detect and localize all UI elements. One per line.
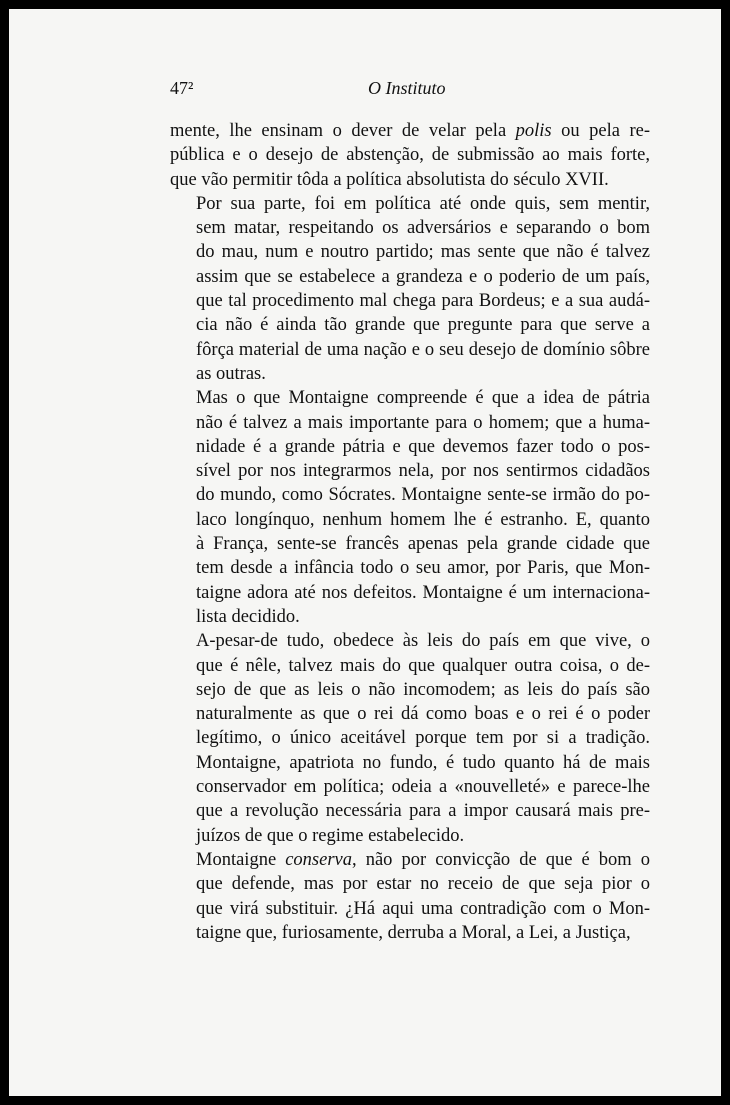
text-segment: laco longínquo, nenhum homem lhe é estranho. E, quanto <box>196 509 650 530</box>
text-line <box>170 483 650 507</box>
text-line <box>170 654 650 678</box>
text-line <box>170 678 650 702</box>
text-segment: do mundo, como Sócrates. Montaigne sente-se irmão do po- <box>196 485 650 506</box>
text-line <box>170 921 650 945</box>
text-line <box>170 848 650 872</box>
text-line <box>170 143 650 167</box>
text-segment: taigne que, furiosamente, derruba a Moral, a Lei, a Justiça, <box>196 922 631 943</box>
running-title: O Instituto <box>368 78 446 98</box>
text-line <box>170 435 650 459</box>
text-line <box>170 240 650 264</box>
text-segment: as outras. <box>196 363 266 384</box>
text-segment: cia não é ainda tão grande que pregunte para que serve a <box>196 315 650 336</box>
book-page <box>9 9 721 1096</box>
text-segment: lista decidido. <box>196 606 300 627</box>
text-segment: , não por convicção de que é bom o <box>352 849 650 870</box>
text-line <box>170 168 650 192</box>
text-line <box>170 751 650 775</box>
text-segment: assim que se estabelece a grandeza e o poderio de um país, <box>196 266 650 287</box>
text-segment: que tal procedimento mal chega para Bordeus; e a sua audá- <box>196 291 650 312</box>
text-segment: que defende, mas por estar no receio de que seja pior o <box>196 874 650 895</box>
text-segment: que a revolução necessária para a impor causará mais pre- <box>196 801 650 822</box>
text-segment: que virá substituir. ¿Há aqui uma contradição com o Mon- <box>196 898 650 919</box>
text-line <box>170 775 650 799</box>
paragraph <box>170 192 650 386</box>
italic-text: conserva <box>285 849 353 870</box>
text-line <box>170 386 650 410</box>
text-line <box>170 119 650 143</box>
text-segment: à França, sente-se francês apenas pela grande cidade que <box>196 534 650 555</box>
text-segment: Montaigne <box>196 849 286 870</box>
text-segment: legítimo, o único aceitável porque tem por si a tradição. <box>196 728 650 749</box>
text-line <box>170 216 650 240</box>
text-line <box>170 532 650 556</box>
text-line <box>170 289 650 313</box>
text-segment: Mas o que Montaigne compreende é que a idea de pátria <box>196 388 650 409</box>
text-segment: conservador em política; odeia a «nouvelleté» e parece-lhe <box>196 777 650 798</box>
text-segment: que vão permitir tôda a política absolutista do século XVII. <box>170 169 609 190</box>
text-segment: taigne adora até nos defeitos. Montaigne é um internaciona- <box>196 582 650 603</box>
text-line <box>170 799 650 823</box>
text-segment: mente, lhe ensinam o dever de velar pela <box>170 121 516 141</box>
text-line <box>170 897 650 921</box>
text-line <box>170 313 650 337</box>
text-segment: Montaigne, apatriota no fundo, é tudo quanto há de mais <box>196 752 650 773</box>
text-line <box>170 411 650 435</box>
italic-text: polis <box>515 121 552 141</box>
text-line <box>170 192 650 216</box>
text-line <box>170 581 650 605</box>
text-segment: sível por nos integrarmos nela, por nos sentirmos cidadãos <box>196 461 650 482</box>
page-header <box>170 78 650 104</box>
text-line <box>170 726 650 750</box>
text-line <box>170 459 650 483</box>
text-line <box>170 702 650 726</box>
text-segment: A-pesar-de tudo, obedece às leis do país em que vive, o <box>196 631 650 652</box>
text-segment: fôrça material de uma nação e o seu desejo de domínio sôbre <box>196 339 650 360</box>
text-line <box>170 265 650 289</box>
paragraph <box>170 386 650 629</box>
text-line <box>170 824 650 848</box>
text-segment: do mau, num e noutro partido; mas sente que não é talvez <box>196 242 650 263</box>
page-number: 47² <box>170 78 194 98</box>
text-segment: naturalmente as que o rei dá como boas e o rei é o poder <box>196 704 650 725</box>
text-line <box>170 508 650 532</box>
text-segment: sejo de que as leis o não incomodem; as leis do país são <box>196 679 650 700</box>
text-line <box>170 338 650 362</box>
paragraph <box>170 848 650 945</box>
text-line <box>170 605 650 629</box>
text-line <box>170 629 650 653</box>
text-segment: não é talvez a mais importante para o homem; que a huma- <box>196 412 650 433</box>
text-segment: juízos de que o regime estabelecido. <box>196 825 465 846</box>
text-line <box>170 872 650 896</box>
body-text <box>170 119 650 945</box>
text-segment: tem desde a infância todo o seu amor, por Paris, que Mon- <box>196 558 650 579</box>
text-segment: que é nêle, talvez mais do que qualquer outra coisa, o de- <box>196 655 650 676</box>
text-segment: Por sua parte, foi em política até onde quis, sem mentir, <box>196 193 650 214</box>
text-line <box>170 362 650 386</box>
text-segment: ou pela re- <box>551 121 650 141</box>
paragraph <box>170 629 650 848</box>
text-segment: pública e o desejo de abstenção, de submissão ao mais forte, <box>170 145 650 166</box>
paragraph <box>170 119 650 192</box>
text-segment: sem matar, respeitando os adversários e separando o bom <box>196 218 650 239</box>
text-line <box>170 556 650 580</box>
text-segment: nidade é a grande pátria e que devemos fazer todo o pos- <box>196 436 650 457</box>
